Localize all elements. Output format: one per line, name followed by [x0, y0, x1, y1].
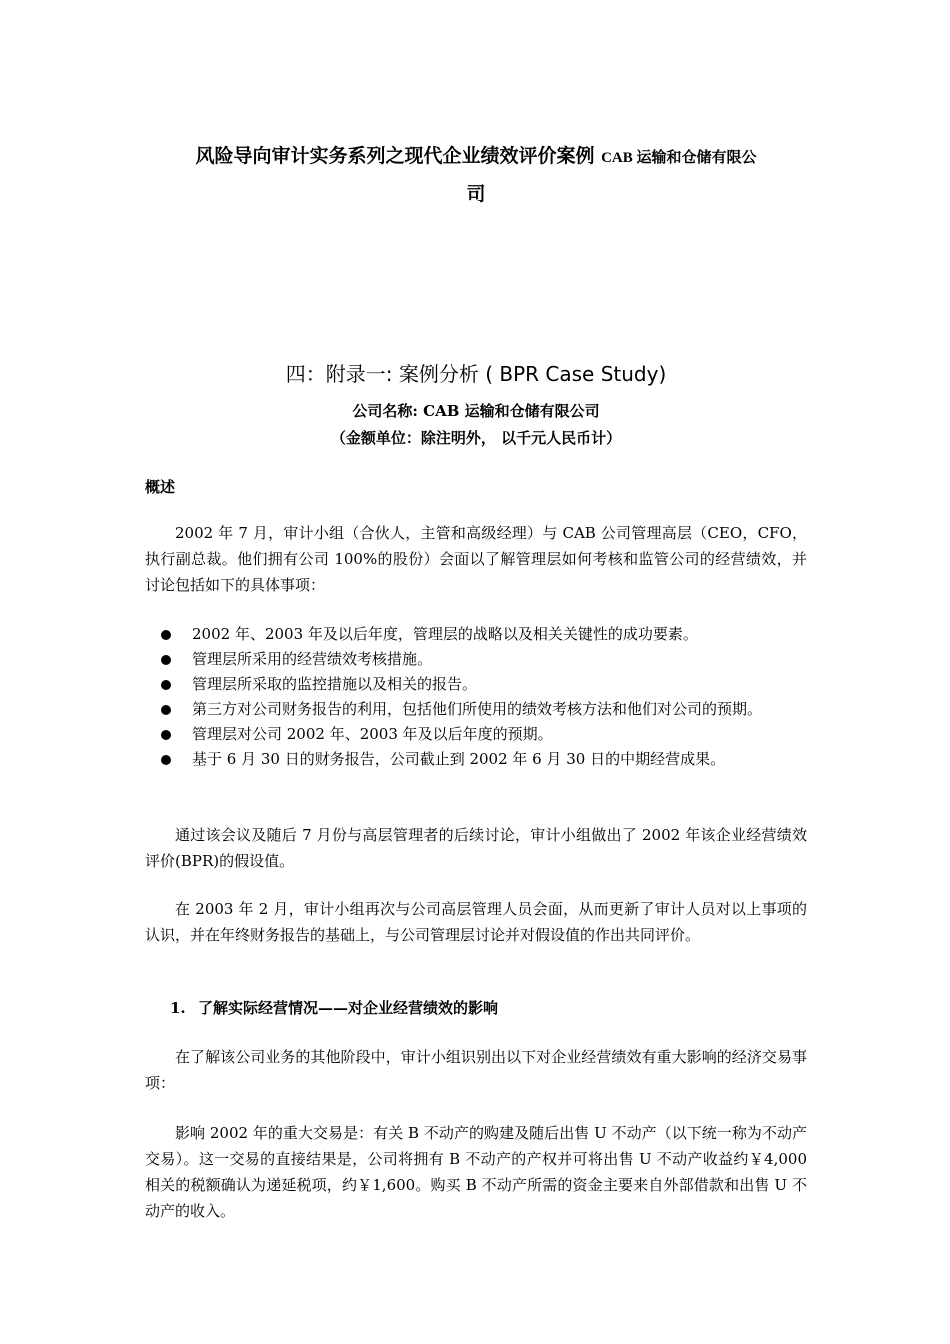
list-item	[145, 722, 807, 747]
bullet-icon	[161, 755, 171, 765]
bullet-icon	[161, 680, 171, 690]
subsection-title: 了解实际经营情况——对企业经营绩效的影响	[198, 999, 499, 1017]
list-item-text: 管理层所采取的监控措施以及相关的报告。	[192, 675, 478, 693]
transactions-intro-paragraph: 在了解该公司业务的其他阶段中，审计小组识别出以下对企业经营绩效有重大影响的经济交易事项：	[145, 1048, 807, 1092]
section-heading: 四：附录一: 案例分析 ( BPR Case Study)	[285, 362, 667, 386]
list-item	[145, 647, 807, 672]
bullet-icon	[161, 705, 171, 715]
discussion-items-list	[145, 622, 807, 772]
bullet-icon	[161, 630, 171, 640]
list-item-text: 第三方对公司财务报告的利用，包括他们所使用的绩效考核方法和他们对公司的预期。	[192, 700, 763, 718]
update-2003-paragraph: 在 2003 年 2 月，审计小组再次与公司高层管理人员会面，从而更新了审计人员对以上事项的认识，并在年终财务报告的基础上，与公司管理层讨论并对假设值的作出共同评价。	[145, 900, 807, 944]
list-item-text: 2002 年、2003 年及以后年度，管理层的战略以及相关关键性的成功要素。	[192, 625, 698, 643]
overview-heading: 概述	[145, 478, 176, 496]
list-item	[145, 747, 807, 772]
bullet-icon	[161, 730, 171, 740]
list-item	[145, 672, 807, 697]
list-item	[145, 622, 807, 647]
list-item-text: 管理层所采用的经营绩效考核措施。	[192, 650, 433, 668]
transactions-2002-paragraph: 影响 2002 年的重大交易是：有关 B 不动产的购建及随后出售 U 不动产（以下统一称为不动产交易）。这一交易的直接结果是，公司将拥有 B 不动产的产权并可将出售 U 不动产收益约￥4,000 相关的税额确认为递延税项，约￥1,600。购买 B 不动产所需的资金主要来自外部借款和出售 U 不动产的收入。	[145, 1124, 807, 1220]
document-title	[145, 138, 807, 212]
amount-unit-note: （金额单位：除注明外， 以千元人民币计）	[330, 429, 622, 447]
list-item	[145, 697, 807, 722]
list-item-text: 管理层对公司 2002 年、2003 年及以后年度的预期。	[192, 725, 553, 743]
subsection-number: 1.	[170, 999, 186, 1017]
bullet-icon	[161, 655, 171, 665]
subsection-heading	[170, 997, 498, 1019]
document-title-company: CAB 运输和仓储有限公	[601, 150, 757, 166]
document-title-chinese: 风险导向审计实务系列之现代企业绩效评价案例	[195, 145, 602, 167]
intro-paragraph: 2002 年 7 月，审计小组（合伙人，主管和高级经理）与 CAB 公司管理高层（CEO，CFO，执行副总裁。他们拥有公司 100%的股份）会面以了解管理层如何考核和监管公司的经营绩效，并讨论包括如下的具体事项：	[145, 524, 807, 594]
document-title-company-continued: 司	[466, 183, 486, 205]
followup-paragraph: 通过该会议及随后 7 月份与高层管理者的后续讨论，审计小组做出了 2002 年该企业经营绩效评价(BPR)的假设值。	[145, 826, 807, 870]
company-name: 公司名称: CAB 运输和仓储有限公司	[352, 402, 600, 420]
list-item-text: 基于 6 月 30 日的财务报告，公司截止到 2002 年 6 月 30 日的中期经营成果。	[192, 750, 726, 768]
